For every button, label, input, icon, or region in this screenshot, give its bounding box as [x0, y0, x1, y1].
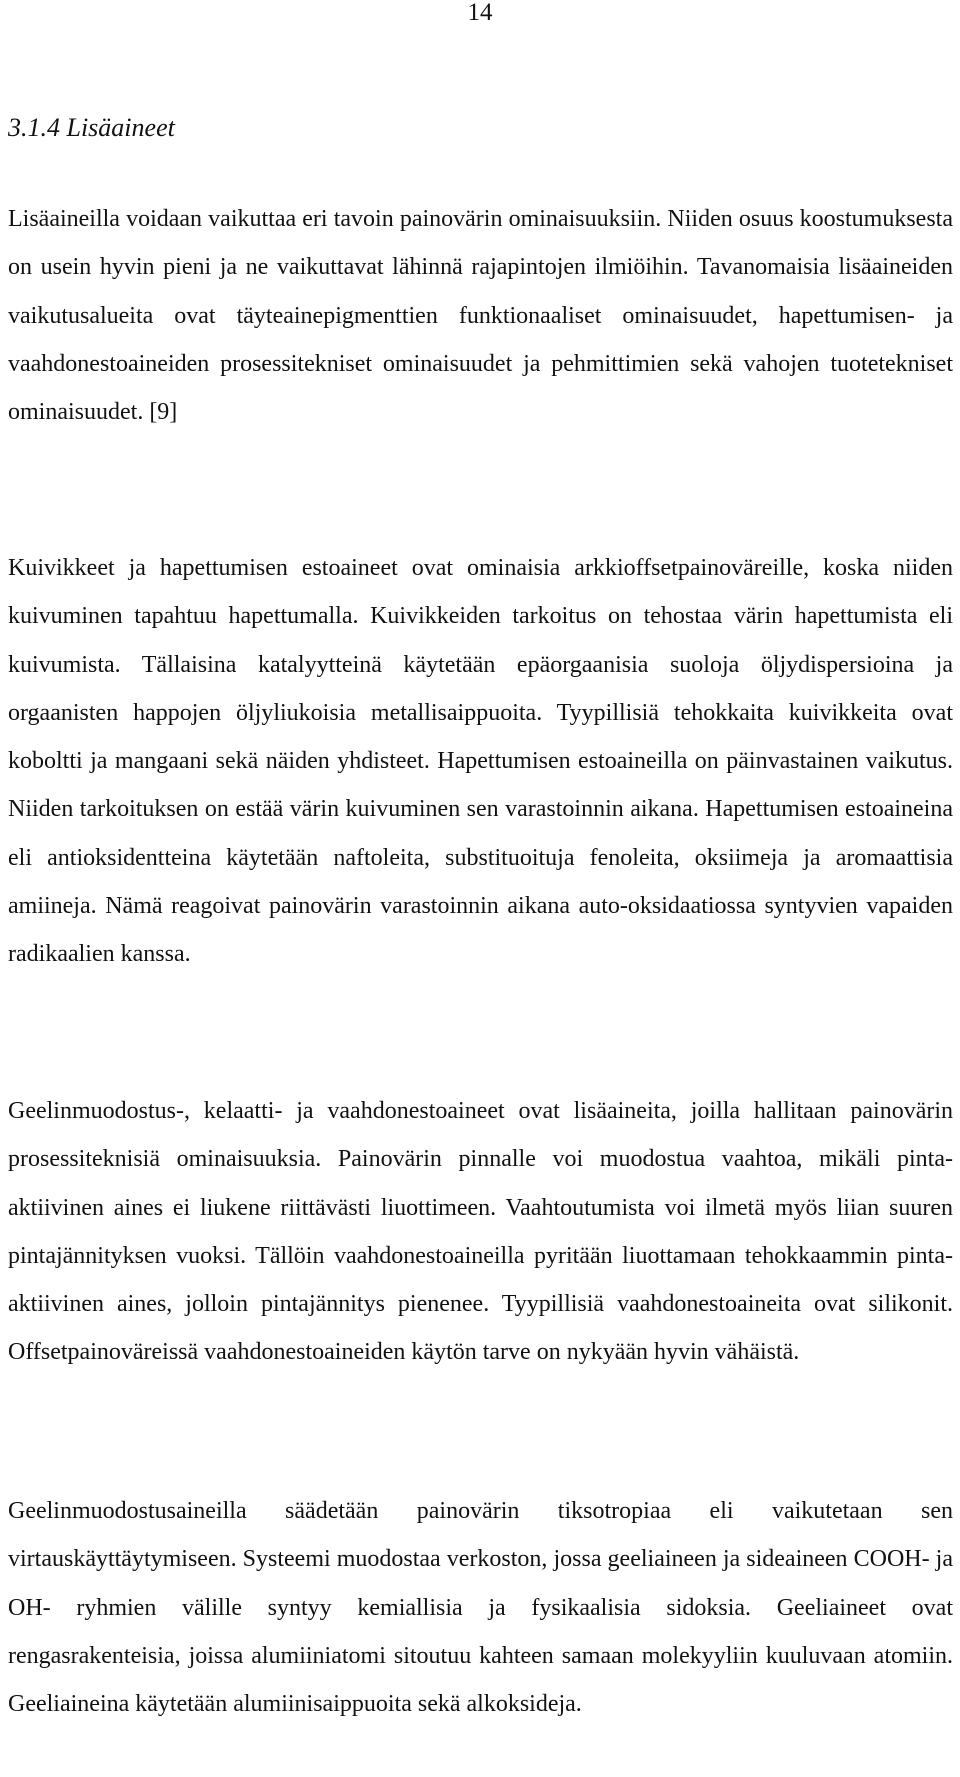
paragraph-additives-intro: Lisäaineilla voidaan vaikuttaa eri tavoin painovärin ominaisuuksiin. Niiden osuus koostumuksesta on usein hyvin pieni ja ne vaikuttavat lähinnä rajapintojen ilmiöihin. Tavanomaisia lisäaineiden vaikutusalueita ovat täyteainepigmenttien funktionaaliset ominaisuudet, hapettumisen- ja vaahdonestoaineiden prosessitekniset ominaisuudet ja pehmittimien sekä vahojen tuotetekniset ominaisuudet. [9] — [8, 206, 953, 426]
paragraph-gelling-agents: Geelinmuodostusaineilla säädetään painovärin tiksotropiaa eli vaikutetaan sen virtauskäyttäytymiseen. Systeemi muodostaa verkoston, jossa geeliaineen ja sideaineen COOH- ja OH- ryhmien välille syntyy kemiallisia ja fysikaalisia sidoksia. Geeliaineet ovat rengasrakenteisia, joissa alumiiniatomi sitoutuu kahteen samaan molekyyliin kuuluvaan atomiin. Geeliaineina käytetään alumiinisaippuoita sekä alkoksideja. — [8, 1498, 953, 1718]
section-heading: 3.1.4 Lisäaineet — [8, 113, 175, 142]
page-number: 14 — [467, 0, 493, 26]
paragraph-antifoam-agents: Geelinmuodostus-, kelaatti- ja vaahdonestoaineet ovat lisäaineita, joilla hallitaan painovärin prosessiteknisiä ominaisuuksia. Painovärin pinnalle voi muodostua vaahtoa, mikäli pinta-aktiivinen aines ei liukene riittävästi liuottimeen. Vaahtoutumista voi ilmetä myös liian suuren pintajännityksen vuoksi. Tällöin vaahdonestoaineilla pyritään liuottamaan tehokkaammin pinta-aktiivinen aines, jolloin pintajännitys pienenee. Tyypillisiä vaahdonestoaineita ovat silikonit. Offsetpainoväreissä vaahdonestoaineiden käytön tarve on nykyään hyvin vähäistä. — [8, 1098, 953, 1366]
paragraph-driers-antioxidants: Kuivikkeet ja hapettumisen estoaineet ovat ominaisia arkkioffsetpainoväreille, koska niiden kuivuminen tapahtuu hapettumalla. Kuivikkeiden tarkoitus on tehostaa värin hapettumista eli kuivumista. Tällaisina katalyytteinä käytetään epäorgaanisia suoloja öljydispersioina ja orgaanisten happojen öljyliukoisia metallisaippuoita. Tyypillisiä tehokkaita kuivikkeita ovat koboltti ja mangaani sekä näiden yhdisteet. Hapettumisen estoaineilla on päinvastainen vaikutus. Niiden tarkoituksen on estää värin kuivuminen sen varastoinnin aikana. Hapettumisen estoaineina eli antioksidentteina käytetään naftoleita, substituoituja fenoleita, oksiimeja ja aromaattisia amiineja. Nämä reagoivat painovärin varastoinnin aikana auto-oksidaatiossa syntyvien vapaiden radikaalien kanssa. — [8, 555, 953, 968]
